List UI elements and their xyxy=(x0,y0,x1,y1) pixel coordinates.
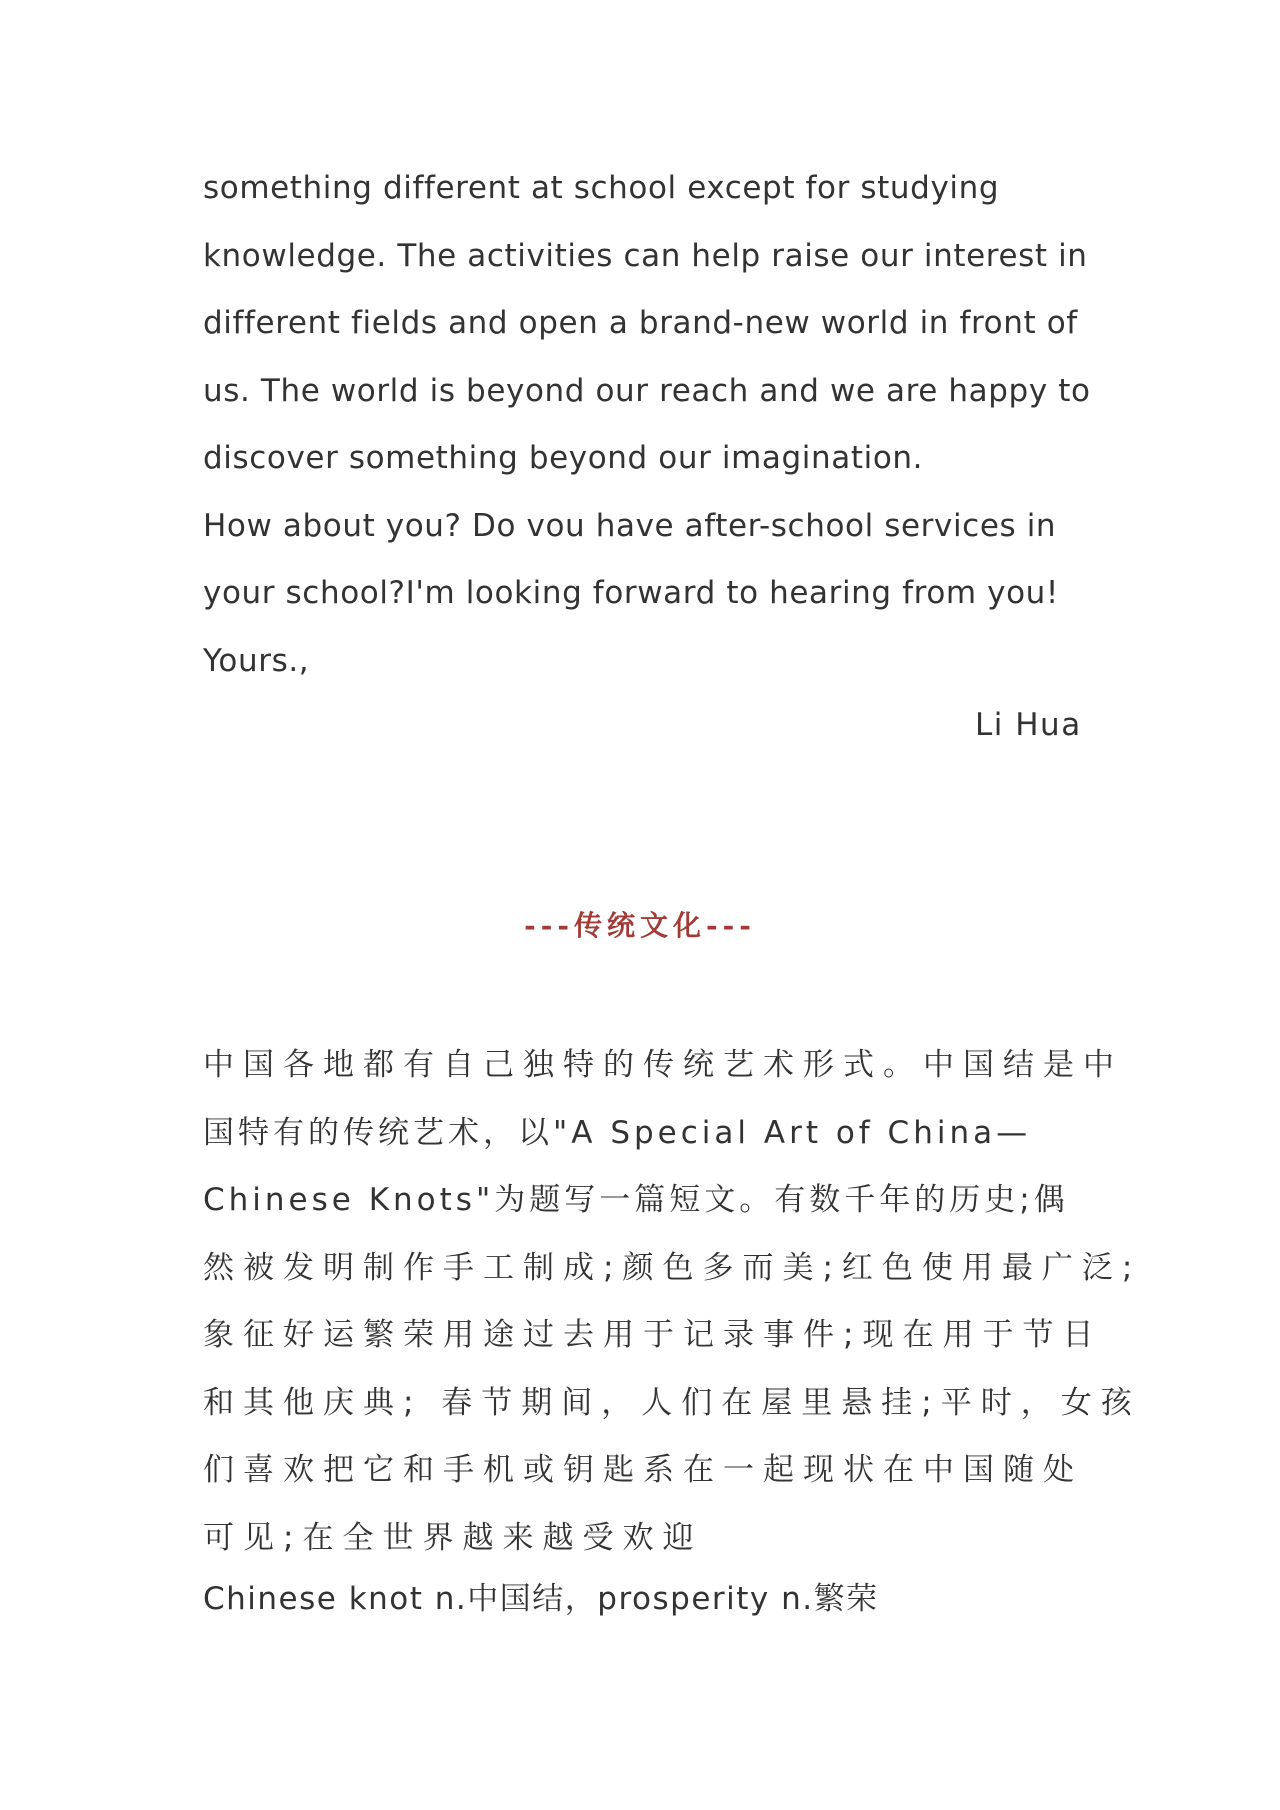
writing-task xyxy=(203,1032,1142,1572)
letter-line: us. The world is beyond our reach and we are happy to xyxy=(203,372,1091,409)
letter-body xyxy=(203,155,1103,695)
task-line: 们喜欢把它和手机或钥匙系在一起现状在中国随处 xyxy=(203,1452,1083,1488)
task-line: 国特有的传统艺术，以"A Special Art of China— xyxy=(203,1114,1032,1151)
task-line: Chinese Knots"为题写一篇短文。有数千年的历史;偶 xyxy=(203,1182,1069,1218)
letter-closing: Yours., xyxy=(203,642,310,679)
task-line: 中国各地都有自己独特的传统艺术形式。中国结是中 xyxy=(203,1047,1123,1083)
task-line: 象征好运繁荣用途过去用于记录事件;现在用于节日 xyxy=(203,1317,1103,1353)
task-line: 可见;在全世界越来越受欢迎 xyxy=(203,1519,703,1556)
section-title: ---传统文化--- xyxy=(524,909,756,942)
letter-line: your school?I'm looking forward to hearing from you! xyxy=(203,575,1059,611)
letter-line: knowledge. The activities can help raise our interest in xyxy=(203,237,1088,274)
letter-line: discover something beyond our imagination. xyxy=(203,440,924,476)
letter-line: something different at school except for studying xyxy=(203,170,1000,206)
letter-line: How about you? Do vou have after-school services in xyxy=(203,507,1057,544)
task-line: 和其他庆典; 春节期间，人们在屋里悬挂;平时，女孩 xyxy=(203,1384,1141,1421)
letter-signature: Li Hua xyxy=(975,707,1082,743)
letter-line: different fields and open a brand-new world in front of xyxy=(203,305,1078,341)
task-line: 然被发明制作手工制成;颜色多而美;红色使用最广泛; xyxy=(203,1249,1142,1286)
vocabulary-hint: Chinese knot n.中国结，prosperity n.繁荣 xyxy=(203,1581,879,1617)
